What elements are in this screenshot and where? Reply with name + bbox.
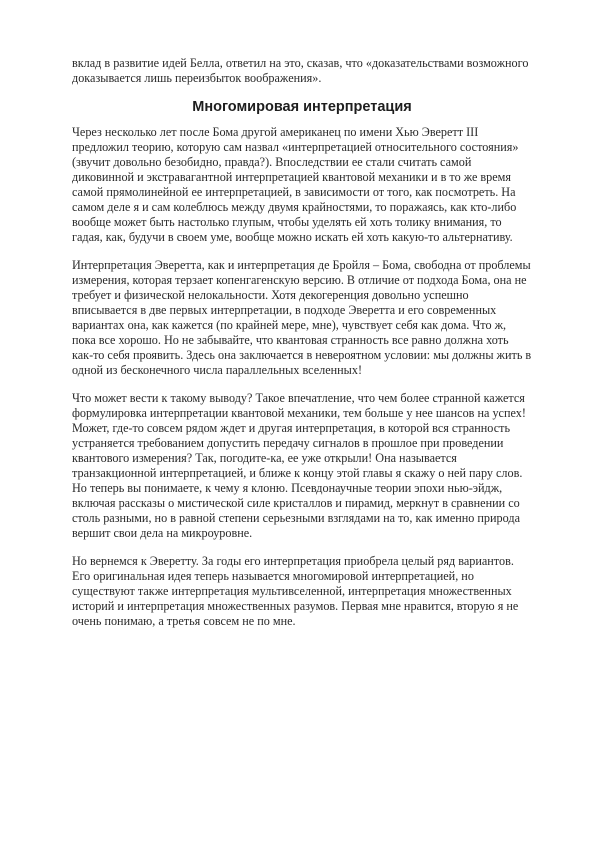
paragraph-everett-theory: Через несколько лет после Бома другой американец по имени Хью Эверетт III предложил теорию, которую сам назвал «интерпретацией относительного состояния» (звучит довольно безобидно, правда?). Впоследствии ее стали считать самой диковинной и экстравагантной интерпретацией квантовой механики и в то же время самой прямолинейной ее интерпретацией, в зависимости от того, как посмотреть. На самом деле я и сам колеблюсь между двумя крайностями, то поражаясь, как кто-либо вообще может быть настолько глупым, чтобы уделять ей хоть толику внимания, то гадая, как, будучи в своем уме, вообще можно искать ей хоть какую-то альтернативу. (72, 125, 519, 244)
paragraph-variants: Но вернемся к Эверетту. За годы его интерпретация приобрела целый ряд вариантов. Его оригинальная идея теперь называется многомировой интерпретацией, но существуют также интерпретация мультивселенной, интерпретация множественных историй и интерпретация множественных разумов. Первая мне нравится, вторую я не очень понимаю, а третья совсем не по мне. (72, 554, 519, 628)
paragraph-measurement-problem: Интерпретация Эверетта, как и интерпретация де Бройля – Бома, свободна от проблемы измерения, которая терзает копенгагенскую версию. В отличие от подхода Бома, она не требует и физической нелокальности. Хотя декогеренция довольно успешно вписывается в две первых интерпретации, в подходе Эверетта и его современных вариантах она, как кажется (по крайней мере, мне), чувствует себя как дома. Что ж, пока все хорошо. Но не забывайте, что квантовая странность все равно должна хоть как-то себя проявить. Здесь она заключается в невероятном условии: мы должны жить в одной из бесконечного числа параллельных вселенных! (72, 258, 532, 377)
paragraph-strange-conclusion: Что может вести к такому выводу? Такое впечатление, что чем более странной кажется формулировка интерпретации квантовой механики, тем больше у нее шансов на успех! Может, где-то совсем рядом ждет и другая интерпретация, в которой вся странность устраняется требованием допустить передачу сигналов в прошлое при проведении квантового измерения? Так, погодите-ка, ее уже открыли! Она называется транзакционной интерпретацией, и ближе к концу этой главы я скажу о ней пару слов. Но теперь вы понимаете, к чему я клоню. Псевдонаучные теории эпохи нью-эйдж, включая рассказы о мистической силе кристаллов и пирамид, меркнут в сравнении со столь разными, но в равной степени серьезными взглядами на то, как именно природа вершит свои дела на микроуровне. (72, 391, 526, 540)
section-heading: Многомировая интерпретация (192, 99, 412, 115)
book-page (72, 56, 532, 642)
lead-paragraph: вклад в развитие идей Белла, ответил на это, сказав, что «доказательствами возможного доказывается лишь переизбыток воображения». (72, 56, 529, 85)
